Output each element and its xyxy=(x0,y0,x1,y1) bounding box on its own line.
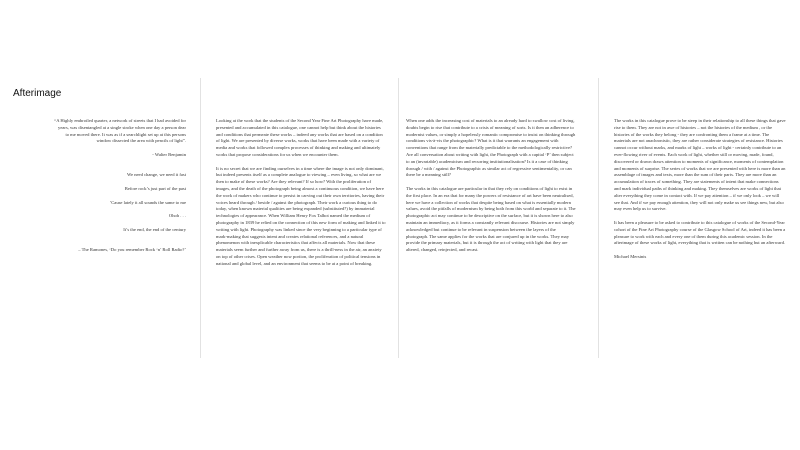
page-title: Afterimage xyxy=(13,88,62,99)
ramones-attribution: – The Ramones, ‘Do you remember Rock ‘n’ Roll Radio?’ xyxy=(78,247,186,253)
benjamin-quote: “A Highly embroiled quarter, a network of streets that I had avoided for years, was disentangled at a single stroke when one day a person dear to me moved there. It was as if a searchlight set up at this persons window dissected the area with pencils of light”. xyxy=(54,118,186,144)
essay-paragraph: The works in this catalogue prove to be steep in their relationship to all these things that gave rise to them. They are not in awe of histories – not the histories of the medium , or the histories of the works they belong - they are confronting them a frame at a time. The materials are not anachronistic, they are rather considerate strategies of resistance. Histories cannot occur without marks, and marks of light – works of light - certainly contribute to an ever-flowing river of events. Each work of light, whether still or moving, made, found, discovered or drawn draws attention to moments of significance, moments of contemplation and moments of surprise. The series of works that we are presented with here is more than an assemblage of images and texts, more than the sum of their parts. They are more than an accumulation of traces of something. They are statements of intent that make connections and mark individual paths of thinking and making. They themselves are works of light that alter everything they come in contact with. If we pay attention – if we only look – we will see that. And if we pay enough attention, they will not only make us see things new, but also may even help us to survive. xyxy=(614,118,786,212)
epigraph-column xyxy=(54,118,186,261)
essay-paragraph: The works in this catalogue are particular in that they rely on conditions of light to exist in the first place. In an era that for many the powers of resistance of art have been neutralised, here we have a collection of works that despite being based on what is essentially modern values, avoid the pitfalls of modernism by being both from this world and separate to it. The photographic act may continue to be descriptive on the surface, but it is shown here to also maintain an immediacy, as it forms a constantly relevant discourse. Histories are not simply acknowledged but continue to be relevant in suspension between the layers of the photograph. The same applies for the works that are conjured up in the works. They may provide the primary materials, but it is through the act of writing with light that they are altered, changed, reinjected, and recast. xyxy=(406,185,576,253)
column-divider xyxy=(598,78,599,358)
lyric-line: We need change, we need it fast xyxy=(127,172,186,178)
essay-paragraph: Looking at the work that the students of the Second Year Fine Art Photography have made, presented and accumulated in this catalogue, one cannot help but think about the histories and conditions that permeate these works – indeed any works that are based on a condition of light. We are presented by diverse works, works that have been made with a variety of media and works that followed complex processes of thinking and making and ultimately works that propose considerations for us when we encounter them. xyxy=(216,118,384,157)
column-divider xyxy=(398,78,399,358)
author-signature: Michael Mersinis xyxy=(614,253,647,259)
essay-column-3 xyxy=(614,118,786,268)
lyric-line: ’Cause lately it all sounds the same to me xyxy=(109,199,186,205)
essay-paragraph: When one adds the increasing cost of materials to an already hard to swallow cost of living, doubts begin to rise that contribute to a crisis of meaning of sorts. Is it then an adherence to modernist values, or simply a hopelessly romantic compromise to insist on thinking through conditions vis-à-vis the photographic? What is it that warrants an engagement with conventions that range from the materially predictable to the methodologically restrictive? Are all conversation about writing with light, the Photograph with a capital ‘P’ then subject to an (invariable) academicism and recurring institutionalisation? Is it a case of thinking through / with / against the Photographic as similar act of regressive sentimentality, or can there be a meaning still? xyxy=(406,118,576,178)
lyric-line: Ohoh . . . xyxy=(168,213,186,219)
lyric-line: Before rock’s just part of the past xyxy=(124,185,186,191)
benjamin-attribution: - Walter Benjamin xyxy=(152,151,186,157)
essay-column-1 xyxy=(216,118,386,274)
essay-paragraph: It is no secret that we are finding ourselves in a time where the image is not only dominant, but indeed presents itself as a complete analogue to viewing – even living, so what are we then to make of these works? Are they relevant? If so how? With the proliferation of images, and the death of the photograph being almost a continuous condition, we have here the work of makers who continue to persist in carving out their own territories, having their voices heard through / beside / against the photograph. Their work a curious thing to do today, when known material qualities are being expanded (substituted?) by immaterial technologies of appearance. When William Henry Fox Talbot named the medium of photography in 1839 he relied on the connection of this new form of making and linked it to writing with light. Photography was linked since the very beginning to a particular type of mark-making that suggests intent and creates relational references, and a natural phenomenon with inexplicable characteristics that affects all materials. Now that these materials seem further and further away from us, there is a thrill-ness in the air, an anxiety on top of other crises. Open weather now portion, the proliferation of political tensions in national and global level, and an environment that seems to be at a point of breaking. xyxy=(216,165,386,266)
lyric-line: It’s the end, the end of the century xyxy=(123,226,186,232)
essay-column-2 xyxy=(406,118,578,261)
essay-paragraph: It has been a pleasure to be asked to contribute to this catalogue of works of the Second-Year cohort of the Fine Art Photography course of the Glasgow School of Art, indeed it has been a pleasure to work with each and every one of them during this academic session. In the afterimage of these works of light, everything that is written can be nothing but an afterward. xyxy=(614,219,786,246)
column-divider xyxy=(200,78,201,358)
